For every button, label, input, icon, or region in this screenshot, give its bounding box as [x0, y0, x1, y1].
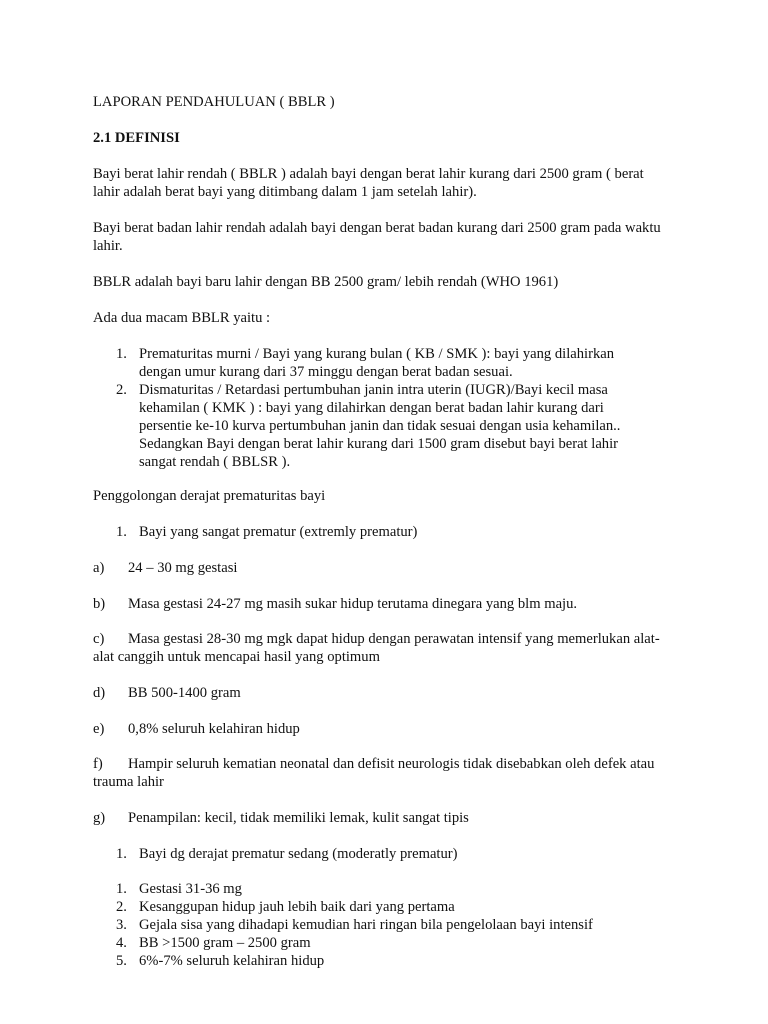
list-item-number: 2. [116, 382, 127, 398]
list-item [93, 898, 653, 916]
item-letter: d) [93, 685, 106, 701]
item-text: 0,8% seluruh kelahiran hidup [128, 721, 300, 737]
item-text: Penampilan: kecil, tidak memiliki lemak, kulit sangat tipis [128, 810, 469, 826]
extreme-item-a [93, 559, 673, 577]
list-item-text: Bayi dg derajat prematur sedang (moderatly prematur) [139, 846, 458, 862]
list-item-number: 1. [116, 846, 127, 862]
item-letter: e) [93, 721, 105, 737]
list-item [93, 880, 653, 898]
paragraph-definition-who: BBLR adalah bayi baru lahir dengan BB 2500 gram/ lebih rendah (WHO 1961) [93, 274, 559, 290]
list-item [93, 845, 653, 863]
item-letter: g) [93, 810, 106, 826]
list-item-text: Gestasi 31-36 mg [139, 881, 242, 897]
list-item [93, 523, 653, 541]
paragraph-types-intro: Ada dua macam BBLR yaitu : [93, 310, 271, 326]
list-item [93, 916, 653, 934]
paragraph-definition-1: Bayi berat lahir rendah ( BBLR ) adalah bayi dengan berat lahir kurang dari 2500 gram ( berat lahir adalah berat bayi yang ditimbang dalam 1 jam setelah lahir). [93, 166, 644, 200]
item-text: Masa gestasi 28-30 mg mgk dapat hidup dengan perawatan intensif yang memerlukan alat-alat canggih untuk mencapai hasil yang optimum [93, 631, 660, 665]
list-item [93, 934, 653, 952]
list-item [93, 952, 653, 970]
moderate-items-list [93, 880, 653, 970]
list-item-text: BB >1500 gram – 2500 gram [139, 935, 311, 951]
list-item-text: Kesanggupan hidup jauh lebih baik dari yang pertama [139, 899, 455, 915]
extreme-item-b [93, 595, 673, 613]
list-item-text: Bayi yang sangat prematur (extremly prematur) [139, 524, 418, 540]
extreme-item-d [93, 684, 673, 702]
extreme-item-f [93, 755, 673, 791]
list-item-text: Dismaturitas / Retardasi pertumbuhan janin intra uterin (IUGR)/Bayi kecil masa kehamilan ( KMK ) : bayi yang dilahirkan dengan berat badan lahir kurang dari persentie ke-10 kurva pertumbuhan janin dan tidak sesuai dengan usia kehamilan.. Sedangkan Bayi dengan berat lahir kurang dari 1500 gram disebut bayi berat lahir sangat rendah ( BBLSR ). [139, 382, 621, 470]
extreme-item-c [93, 630, 673, 666]
item-text: BB 500-1400 gram [128, 685, 241, 701]
list-item-number: 1. [116, 524, 127, 540]
extreme-heading-list [93, 523, 653, 541]
types-list [93, 345, 653, 471]
list-item-number: 2. [116, 899, 127, 915]
extreme-item-g [93, 809, 673, 827]
list-item-number: 1. [116, 881, 127, 897]
extreme-item-e [93, 720, 673, 738]
classification-heading: Penggolongan derajat prematuritas bayi [93, 488, 326, 504]
item-text: Hampir seluruh kematian neonatal dan defisit neurologis tidak disebabkan oleh defek atau trauma lahir [93, 756, 655, 790]
section-heading: 2.1 DEFINISI [93, 130, 180, 146]
item-letter: f) [93, 756, 103, 772]
item-letter: b) [93, 596, 106, 612]
moderate-heading-list [93, 845, 653, 863]
list-item-text: Gejala sisa yang dihadapi kemudian hari ringan bila pengelolaan bayi intensif [139, 917, 593, 933]
list-item-text: 6%-7% seluruh kelahiran hidup [139, 953, 325, 969]
item-letter: a) [93, 560, 105, 576]
list-item-number: 5. [116, 953, 127, 969]
document-title: LAPORAN PENDAHULUAN ( BBLR ) [93, 94, 335, 110]
list-item-text: Prematuritas murni / Bayi yang kurang bulan ( KB / SMK ): bayi yang dilahirkan dengan umur kurang dari 37 minggu dengan berat badan sesuai. [139, 346, 615, 380]
item-text: 24 – 30 mg gestasi [128, 560, 238, 576]
list-item-number: 1. [116, 346, 127, 362]
list-item [93, 381, 653, 471]
list-item-number: 4. [116, 935, 127, 951]
item-text: Masa gestasi 24-27 mg masih sukar hidup terutama dinegara yang blm maju. [128, 596, 578, 612]
item-letter: c) [93, 631, 105, 647]
list-item-number: 3. [116, 917, 127, 933]
paragraph-definition-2: Bayi berat badan lahir rendah adalah bayi dengan berat badan kurang dari 2500 gram pada waktu lahir. [93, 220, 661, 254]
list-item [93, 345, 653, 381]
